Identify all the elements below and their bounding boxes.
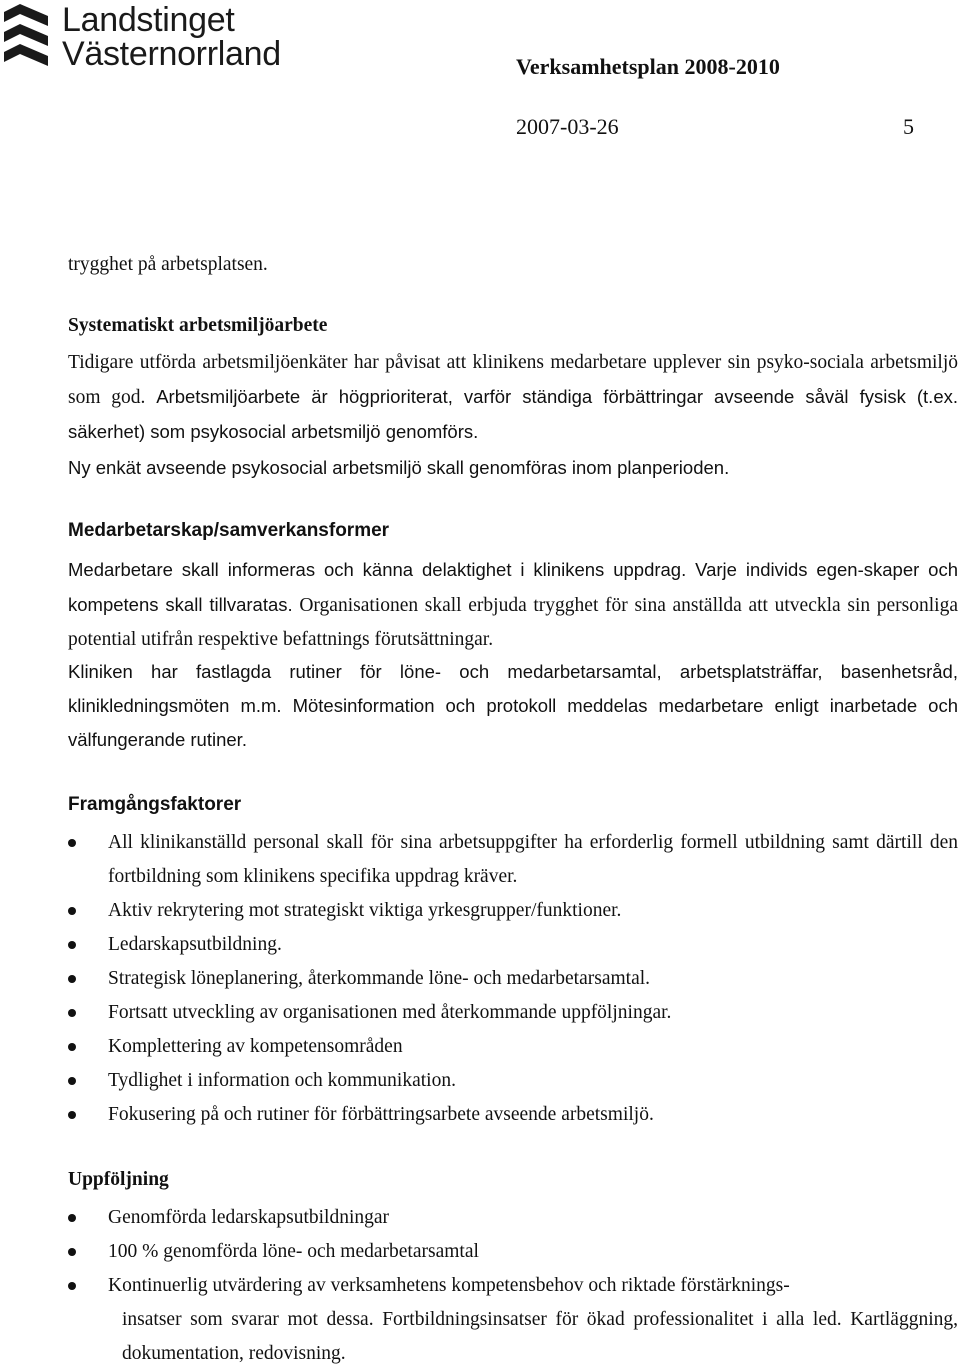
section1-text-serif: Tidigare utförda arbetsmiljöenkäter har påvisat att klinikens medarbetare upplever sin psyko-sociala arbetsmiljö som god.: [68, 352, 958, 408]
list-item: Genomförda ledarskapsutbildningar: [68, 1201, 958, 1235]
bullet-icon: [68, 1214, 76, 1222]
section-heading-framgangsfaktorer: Framgångsfaktorer: [68, 794, 242, 815]
section1-paragraph: [68, 346, 958, 450]
list-item: All klinikanställd personal skall för sina arbetsuppgifter ha erforderlig formell utbildning samt därtill den fortbildning som klinikens specifika uppdrag kräver.: [68, 826, 958, 894]
bullet-icon: [68, 839, 76, 847]
list-item: Aktiv rekrytering mot strategiskt viktiga yrkesgrupper/funktioner.: [68, 894, 958, 928]
section1-text-sans: Arbetsmiljöarbete är högprioriterat, varför ständiga förbättringar avseende såväl fysisk (t.ex. säkerhet) som psykosocial arbetsmiljö genomförs.: [68, 386, 958, 442]
page-number: 5: [903, 114, 914, 139]
organization-logo: [0, 0, 310, 76]
document-title: Verksamhetsplan 2008-2010: [516, 54, 780, 79]
intro-line: trygghet på arbetsplatsen.: [68, 254, 268, 275]
section-heading-uppfoljning: Uppföljning: [68, 1169, 169, 1190]
section2-text-serif: Organisationen skall erbjuda trygghet för sina anställda att utveckla sin personliga potential utifrån respektive befattnings förutsättningar.: [68, 595, 959, 650]
bullet-icon: [68, 1248, 76, 1256]
list-item: Tydlighet i information och kommunikation.: [68, 1064, 958, 1098]
list-item: 100 % genomförda löne- och medarbetarsamtal: [68, 1235, 958, 1269]
section2-paragraph2: Kliniken har fastlagda rutiner för löne- och medarbetarsamtal, arbetsplatsträffar, basenhetsråd, klinikledningsmöten m.m. Mötesinformation och protokoll meddelas medarbetare enligt inarbetade och välfungerande rutiner.: [68, 661, 958, 750]
bullet-icon: [68, 907, 76, 915]
bullet-icon: [68, 1077, 76, 1085]
section-heading-medarbetarskap: Medarbetarskap/samverkansformer: [68, 520, 390, 541]
bullet-icon: [68, 1111, 76, 1119]
list-item: Fortsatt utveckling av organisationen med återkommande uppföljningar.: [68, 996, 958, 1030]
section-heading-arbetsmiljo: Systematiskt arbetsmiljöarbete: [68, 315, 328, 336]
section1-survey-line: Ny enkät avseende psykosocial arbetsmiljö skall genomföras inom planperioden.: [68, 457, 730, 478]
list-item: Kontinuerlig utvärdering av verksamhetens kompetensbehov och riktade förstärknings-: [68, 1269, 958, 1303]
list-item: Strategisk löneplanering, återkommande löne- och medarbetarsamtal.: [68, 962, 958, 996]
bullet-icon: [68, 1009, 76, 1017]
list-item: Ledarskapsutbildning.: [68, 928, 958, 962]
bullet-icon: [68, 975, 76, 983]
logo-text-line2: Västernorrland: [62, 35, 281, 73]
bullet-icon: [68, 941, 76, 949]
success-factors-list: [68, 826, 958, 1132]
document-date: 2007-03-26: [516, 114, 619, 139]
bullet-icon: [68, 1043, 76, 1051]
landstinget-emblem-icon: [2, 2, 50, 70]
list-item: Komplettering av kompetensområden: [68, 1030, 958, 1064]
list-item-continuation: insatser som svarar mot dessa. Fortbildningsinsatser för ökad professionalitet i alla led. Kartläggning, dokumentation, redovisning.: [122, 1309, 958, 1364]
bullet-icon: [68, 1282, 76, 1290]
logo-text-line1: Landstinget: [62, 1, 235, 39]
section2-text-sans: Medarbetare skall informeras och känna delaktighet i klinikens uppdrag. Varje individs egen-skaper och kompetens skall tillvaratas.: [68, 559, 958, 615]
section2-paragraph1: [68, 553, 958, 657]
followup-list: [68, 1201, 958, 1371]
list-item: Fokusering på och rutiner för förbättringsarbete avseende arbetsmiljö.: [68, 1098, 958, 1132]
